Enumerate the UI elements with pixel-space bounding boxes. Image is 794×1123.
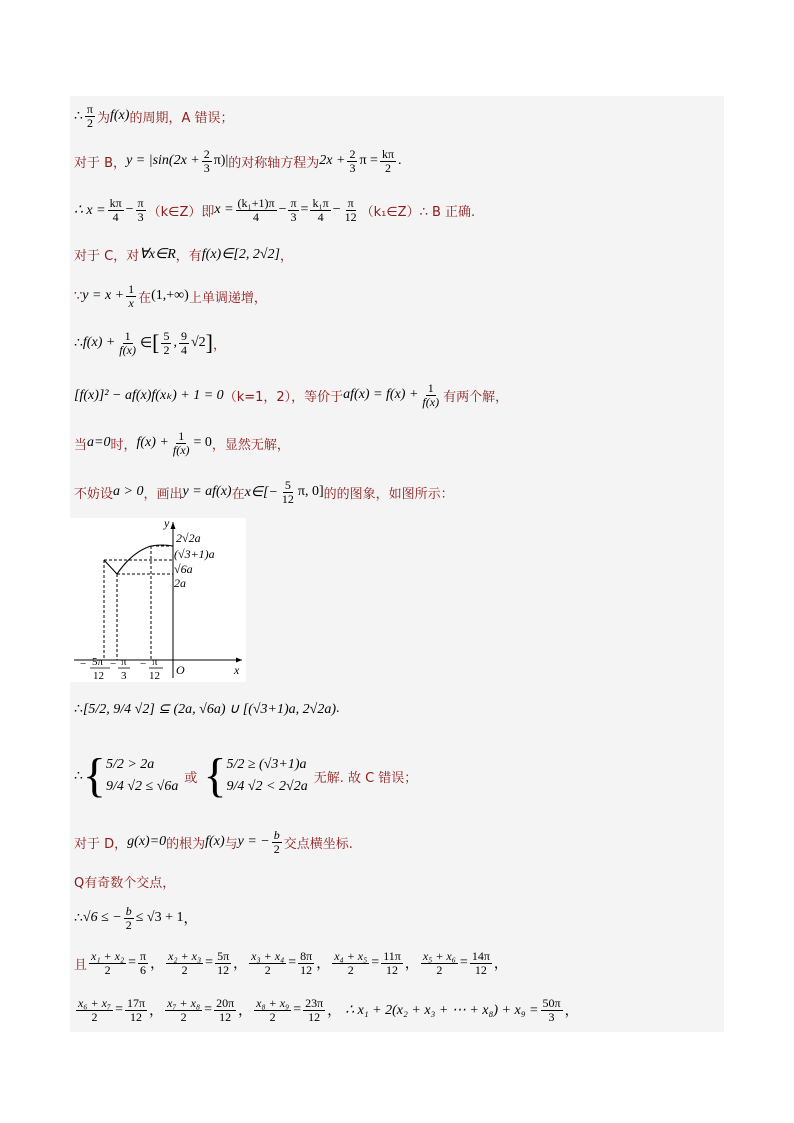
y-label: y (164, 518, 170, 530)
midpoint-equation: $\frac{\text{x₈ + x₉}}{2}$ = $\frac{23\pi}{12}$ ， (256, 995, 342, 1024)
fraction: $\frac{\text{x₄ + x₅}}{2}$ (334, 948, 368, 977)
fraction: $\frac{\pi}{6}$ (140, 948, 147, 977)
tick-12a: 12 (93, 670, 104, 682)
tick-minus-3: − (140, 658, 147, 670)
x-axis-arrow (236, 658, 242, 663)
therefore-symbol: ∴ (74, 108, 83, 124)
system-1: { 5/2 > 2a 9/4 √2 ≤ √6a (82, 749, 179, 802)
fraction: $\frac{\text{x₈ + x₉}}{2}$ (256, 995, 290, 1024)
fraction: $\frac{20\pi}{12}$ (216, 995, 235, 1024)
midpoint-list-1 (87, 950, 508, 976)
tick-12b: 12 (149, 670, 160, 682)
tick-pi: π (121, 656, 127, 668)
y-axis-arrow (171, 522, 176, 529)
graph-svg (70, 518, 246, 682)
midpoint-equation: $\frac{\text{x₃ + x₄}}{2}$ = $\frac{8\pi}{12}$ ， (251, 948, 331, 977)
fraction: $\frac{\text{x₁ + x₂}}{2}$ (91, 948, 125, 977)
x-label: x (234, 663, 240, 677)
fraction: $\frac{11\pi}{12}$ (383, 948, 401, 977)
fraction: $\frac{\text{x₇ + x₈}}{2}$ (167, 995, 201, 1024)
line-11: ∴ { 5/2 > 2a 9/4 √2 ≤ √6a 或 { 5/2 ≥ (√3+1)a 9/4 √2 < 2√2a 无解. 故 C 错误； (70, 738, 724, 814)
origin-label: O (176, 663, 185, 677)
label-sqrt6a: √6a (174, 562, 193, 576)
midpoint-equation: $\frac{\text{x₆ + x₇}}{2}$ = $\frac{17\pi}{12}$ ， (78, 995, 164, 1024)
tick-minus-1: − (80, 658, 87, 670)
fraction: $\frac{\text{x₂ + x₃}}{2}$ (168, 948, 202, 977)
tick-minus-2: − (110, 658, 117, 670)
fraction: $\frac{17\pi}{12}$ (127, 995, 146, 1024)
tick-pi-2: π (152, 656, 158, 668)
tick-5pi: 5π (92, 656, 104, 668)
line-8: 当 a=0 时， f(x) + $\frac{1}{f(x)}$ = 0 ，显然无解， (70, 420, 724, 466)
line-5: ∵ y = x + $\frac{1}{x}$ 在 (1,+∞) 上单调递增， (70, 276, 724, 316)
line-2: 对于 B， y = |sin(2x + $\frac{2}{3}$ π)| 的对称轴方程为 2x + $\frac{2}{3}$ π = $\frac{k\pi}{2}$ . (70, 138, 724, 184)
midpoint-equation: $\frac{\text{x₇ + x₈}}{2}$ = $\frac{20\pi}{12}$ ， (167, 995, 253, 1024)
label-2sqrt2a: 2√2a (176, 531, 201, 545)
midpoint-equation: $\frac{\text{x₁ + x₂}}{2}$ = $\frac{\pi}{6}$ ， (91, 948, 165, 977)
fraction: $\frac{\text{x₆ + x₇}}{2}$ (78, 995, 112, 1024)
function-graph (70, 518, 246, 682)
line-16: $\frac{\text{x₆ + x₇}}{2}$ = $\frac{17\pi}{12}$ ， $\frac{\text{x₇ + x₈}}{2}$ = $\frac{20\pi}{12}$ ， $\frac{\text{x₈ + x₉}}{2}$ = $\frac{23\pi}{12}$ ， ∴ x₁ + 2(x₂ + x₃ + ⋯ + x₈) + x₉ = $\frac{50\pi}{3}$ ， (70, 988, 724, 1032)
fraction: $\frac{5\pi}{12}$ (217, 948, 230, 977)
system-2: { 5/2 ≥ (√3+1)a 9/4 √2 < 2√2a (203, 749, 308, 802)
midpoint-list-2 (74, 997, 341, 1023)
line-12: 对于 D， g(x)=0 的根为 f(x) 与 y = − $\frac{b}{2}$ 交点横坐标. (70, 820, 724, 864)
line-10: ∴ [5/2, 9/4 √2] ⊆ (2a, √6a) ∪ [(√3+1)a, 2√2a) . (70, 686, 724, 732)
line-6: ∴ f(x) + $\frac{1}{f(x)}$ ∈ [ $\frac{5}{2}$ , $\frac{9}{4}$ √2 ] ， (70, 320, 724, 366)
fraction: $\frac{\pi}{2}$ (86, 101, 93, 130)
tick-3: 3 (121, 670, 127, 682)
fraction: $\frac{23\pi}{12}$ (305, 995, 324, 1024)
line-13: Q有奇数个交点， (70, 866, 724, 896)
label-sqrt3-1a: (√3+1)a (174, 547, 215, 561)
fraction: $\frac{\text{x₃ + x₄}}{2}$ (251, 948, 285, 977)
line-9: 不妨设 a > 0 ，画出 y = af(x) 在 x∈[− $\frac{5}{12}$ π, 0] 的的图象，如图所示： (70, 470, 724, 514)
line-14: ∴ √6 ≤ − $\frac{b}{2}$ ≤ √3 + 1 ， (70, 898, 724, 938)
fraction: $\frac{8\pi}{12}$ (300, 948, 313, 977)
line-4: 对于 C，对 ∀x∈R ，有 f(x)∈[2, 2√2] ， (70, 236, 724, 272)
midpoint-equation: $\frac{\text{x₄ + x₅}}{2}$ = $\frac{11\pi}{12}$ ， (334, 948, 419, 977)
line-3: ∴ x = $\frac{k\pi}{4}$ − $\frac{\pi}{3}$ （k∈Z）即 x = $\frac{\text{(k₁+1)π}}{4}$ − $\frac{\pi}{3}$ = $\frac{\text{k₁π}}{4}$ − $\frac{\pi}{12}$ （k₁∈Z） ∴ B 正确. (70, 188, 724, 232)
line-15: 且 $\frac{\text{x₁ + x₂}}{2}$ = $\frac{\pi}{6}$ ， $\frac{\text{x₂ + x₃}}{2}$ = $\frac{5\pi}{12}$ ， $\frac{\text{x₃ + x₄}}{2}$ = $\frac{8\pi}{12}$ ， $\frac{\text{x₄ + x₅}}{2}$ = $\frac{11\pi}{12}$ ， $\frac{\text{x₅ + x₆}}{2}$ = $\frac{14\pi}{12}$ ， (70, 942, 724, 984)
line-7: [f(x)]² − af(x)f(xₖ) + 1 = 0 （k=1，2），等价于 af(x) = f(x) + $\frac{1}{f(x)}$ 有两个解， (70, 372, 724, 418)
fraction: $\frac{14\pi}{12}$ (471, 948, 490, 977)
line-1: ∴ $\frac{\pi}{2}$ 为 f(x) 的周期，A 错误； (70, 96, 724, 136)
midpoint-equation: $\frac{\text{x₂ + x₃}}{2}$ = $\frac{5\pi}{12}$ ， (168, 948, 248, 977)
midpoint-equation: $\frac{\text{x₅ + x₆}}{2}$ = $\frac{14\pi}{12}$ ， (422, 948, 508, 977)
label-2a: 2a (174, 576, 186, 590)
fraction: $\frac{\text{x₅ + x₆}}{2}$ (422, 948, 456, 977)
